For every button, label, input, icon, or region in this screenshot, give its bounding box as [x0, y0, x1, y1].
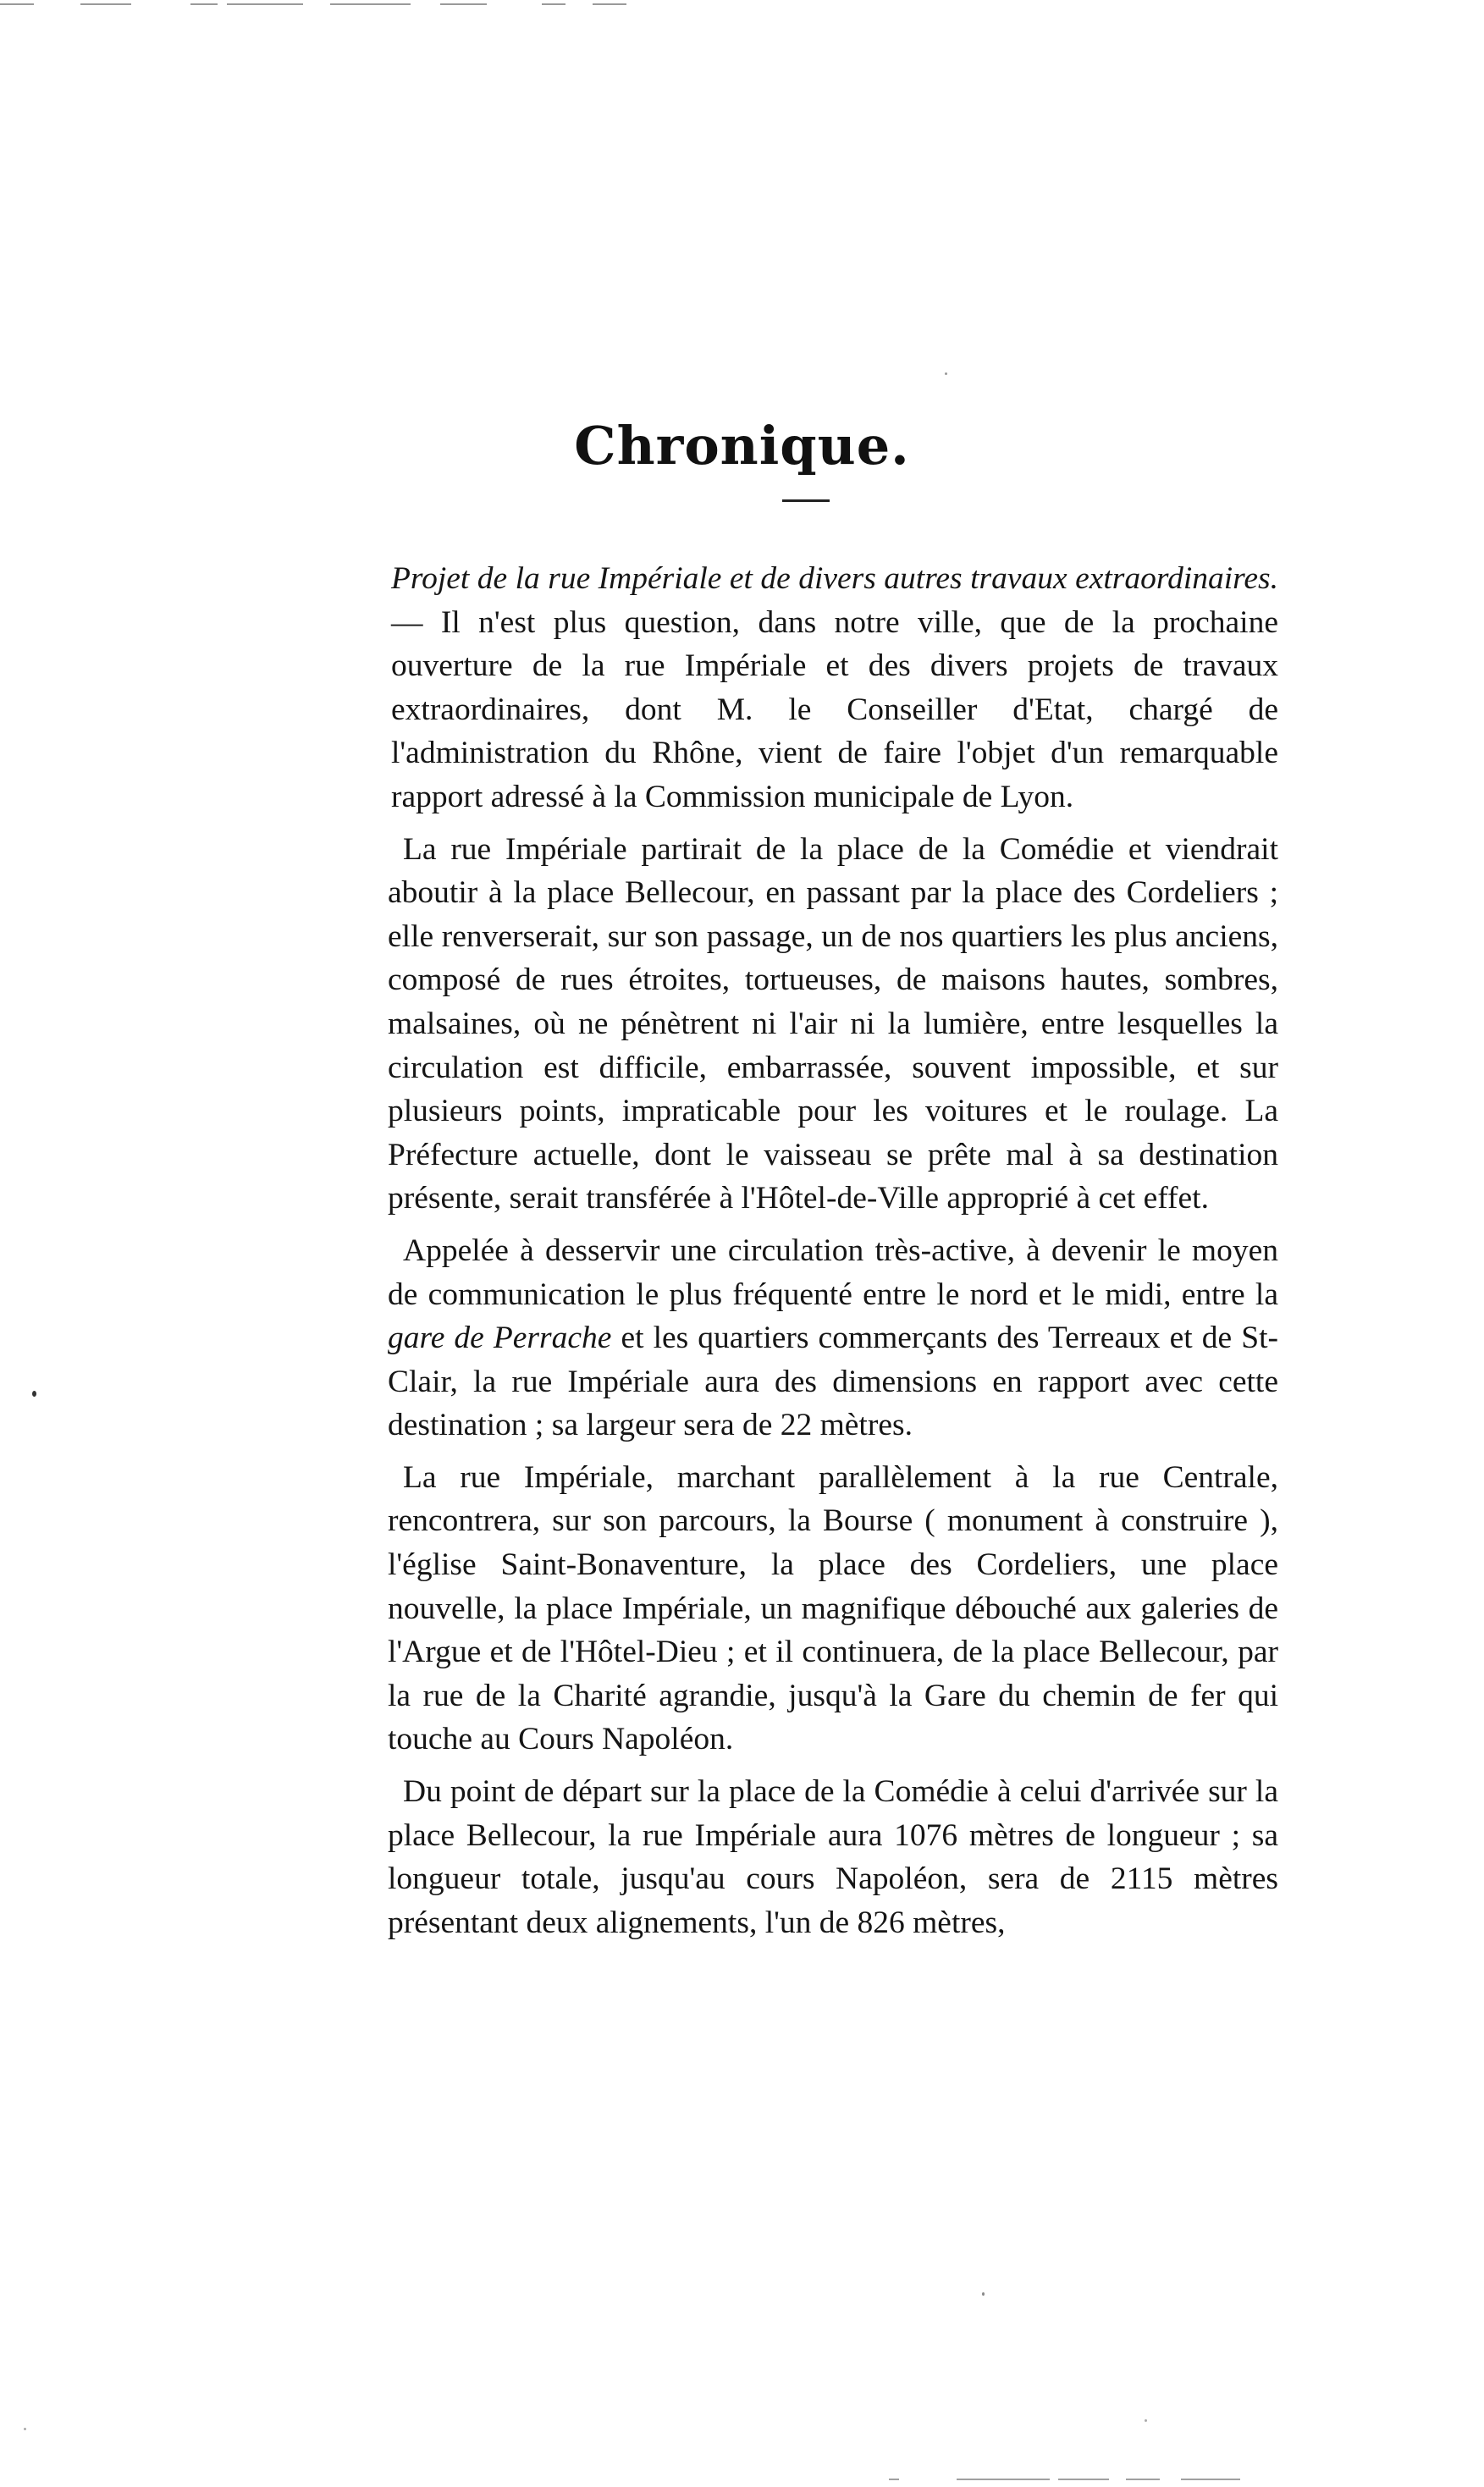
- paragraph-1: [388, 557, 1278, 819]
- paragraph-5: Du point de départ sur la place de la Comédie à celui d'arrivée sur la place Bellecour, la rue Impériale aura 1076 mètres de longueur ; sa longueur totale, jusqu'au cours Napoléon, sera de 2115 mètres présentant deux alignements, l'un de 826 mètres,: [388, 1774, 1278, 1940]
- title-separator-rule: [782, 499, 830, 502]
- paragraph-2: La rue Impériale partirait de la place de la Comédie et viendrait aboutir à la place Bellecour, en passant par la place des Cordeliers ; elle renverserait, sur son passage, un de nos quartiers les plus anciens, composé de rues étroites, tortueuses, de maisons hautes, sombres, malsaines, où ne pénètrent ni l'air ni la lumière, entre lesquelles la circulation est difficile, embarrassée, souvent impossible, et sur plusieurs points, impraticable pour les voitures et le roulage. La Préfecture actuelle, dont le vaisseau se prête mal à sa destination présente, serait transférée à l'Hôtel-de-Ville approprié à cet effet.: [388, 831, 1278, 1216]
- paragraph-3-text-b: et les quartiers commerçants des Terreaux et de St-Clair, la rue Impériale aura des dimensions en rapport avec cette destination ; sa largeur sera de 22 mètres.: [388, 1321, 1278, 1443]
- paragraph-3-italic: gare de Perrache: [388, 1321, 612, 1356]
- paragraph-3: [388, 1229, 1278, 1448]
- scan-speck: [982, 2292, 985, 2296]
- page-title: Chronique.: [574, 414, 910, 477]
- paragraph-1-text: — Il n'est plus question, dans notre ville, que de la prochaine ouverture de la rue Impériale et des divers projets de travaux extraordinaires, dont M. le Conseiller d'Etat, chargé de l'administration du Rhône, vient de faire l'objet d'un remarquable rapport adressé à la Commission municipale de Lyon.: [391, 604, 1278, 814]
- scan-speck: [1145, 2419, 1147, 2422]
- paragraph-1-italic-heading: Projet de la rue Impériale et de divers autres travaux extraordinaires.: [391, 561, 1278, 596]
- body-text: [388, 557, 1278, 1953]
- scan-edge-marks-top: [0, 0, 1484, 12]
- paragraph-3-text-a: Appelée à desservir une circulation très-active, à devenir le moyen de communication le plus fréquenté entre le nord et le midi, entre la: [388, 1232, 1278, 1312]
- scan-speck: [32, 1391, 36, 1397]
- scan-speck: [24, 2428, 26, 2430]
- scan-edge-marks-bottom: [0, 2472, 1484, 2487]
- paragraph-4: La rue Impériale, marchant parallèlement à la rue Centrale, rencontrera, sur son parcours, la Bourse ( monument à construire ), l'église Saint-Bonaventure, la place des Cordeliers, une place nouvelle, la place Impériale, un magnifique débouché aux galeries de l'Argue et de l'Hôtel-Dieu ; et il continuera, de la place Bellecour, par la rue de la Charité agrandie, jusqu'à la Gare du chemin de fer qui touche au Cours Napoléon.: [388, 1459, 1278, 1757]
- scan-speck: [945, 372, 947, 375]
